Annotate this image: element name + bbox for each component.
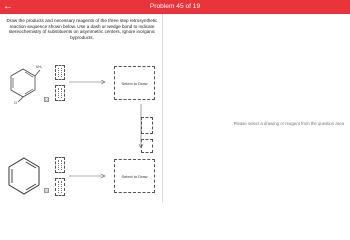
reagent-box-5[interactable] xyxy=(55,157,65,173)
chloro-group-label: Cl xyxy=(14,101,18,105)
right-panel-hint: Please select a drawing or reagent from the question area xyxy=(233,121,344,126)
charge-icon[interactable]: Ω xyxy=(45,189,48,193)
reagent-box-1[interactable] xyxy=(55,65,65,80)
benzene-molecule xyxy=(4,154,44,198)
draw-box-top[interactable]: Select to Draw xyxy=(114,66,155,100)
problem-counter: Problem 45 of 19 xyxy=(149,3,201,10)
starting-molecule xyxy=(6,64,46,106)
amine-group-label: NH₂ xyxy=(36,65,43,69)
question-instructions: Draw the products and necessary reagents of the three step retrosynthetic reaction sequence shown below. Use a dash or wedge bond to indicate stereochemistry of substituents on asymmetric centers, Ignore inorganic byproducts. xyxy=(6,18,158,40)
reagent-box-4[interactable] xyxy=(141,139,153,153)
reagent-box-6[interactable] xyxy=(55,178,65,196)
draw-box-bottom[interactable]: Select to Draw xyxy=(114,159,155,193)
reagent-box-3[interactable] xyxy=(141,117,153,134)
charge-icon[interactable]: Ω xyxy=(45,98,48,102)
header-bar xyxy=(0,0,350,14)
reagent-box-2[interactable] xyxy=(55,85,65,101)
panel-divider xyxy=(162,14,163,202)
back-arrow-icon[interactable]: ← xyxy=(3,1,13,12)
reaction-arrow-bottom xyxy=(67,171,107,181)
reaction-arrow-top xyxy=(67,77,107,87)
